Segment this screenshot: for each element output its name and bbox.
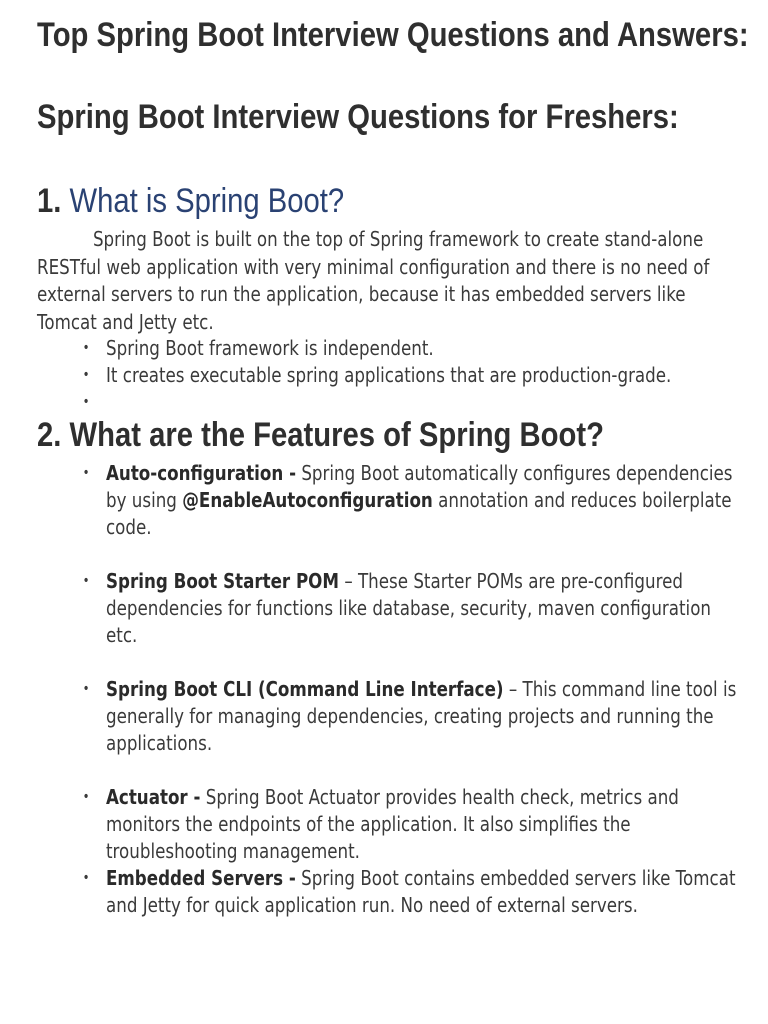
question-1-bullet-list [82,335,766,416]
feature-term: Spring Boot Starter POM [106,569,340,593]
feature-code: @EnableAutoconfiguration [182,488,433,512]
bullet-icon: • [82,367,90,383]
question-1-text: What is Spring Boot? [69,182,345,220]
feature-term: Spring Boot CLI (Command Line Interface) [106,677,504,701]
list-item [82,389,766,416]
feature-term: Embedded Servers - [106,866,296,890]
question-1-answer [37,226,722,336]
bullet-icon: • [82,394,90,410]
feature-item-embedded-servers: • Embedded Servers - Spring Boot contains embedded servers like Tomcat and Jetty for quick application run. No need of external servers. [82,866,736,917]
bullet-icon: • [82,340,90,356]
question-2-heading: 2. What are the Features of Spring Boot? [37,416,604,454]
bullet-icon: • [82,789,90,805]
list-item: • Spring Boot framework is independent. [82,336,434,360]
list-item: • It creates executable spring applications that are production-grade. [82,363,672,387]
bullet-icon: • [82,870,90,886]
feature-term: Auto-configuration - [106,461,297,485]
question-1-number: 1. [37,182,62,220]
feature-item-auto-configuration: • Auto-configuration - Spring Boot automatically configures dependencies by using @EnableAutoconfiguration annotation and reduces boilerplate code. [82,461,733,539]
feature-item-starter-pom: • Spring Boot Starter POM – These Starter POMs are pre-configured dependencies for functions like database, security, maven configuration etc. [82,569,712,647]
question-1-heading [37,182,344,221]
feature-item-cli: • Spring Boot CLI (Command Line Interface) – This command line tool is generally for managing dependencies, creating projects and running the applications. [82,677,737,755]
features-list [82,460,741,919]
section-title-freshers: Spring Boot Interview Questions for Freshers: [37,98,679,136]
page-title: Top Spring Boot Interview Questions and Answers: [37,16,749,54]
bullet-icon: • [82,681,90,697]
question-1-paragraph: Spring Boot is built on the top of Spring framework to create stand-alone RESTful web application with very minimal configuration and there is no need of external servers to run the application, because it has embedded servers like Tomcat and Jetty etc. [37,227,710,334]
feature-item-actuator: • Actuator - Spring Boot Actuator provides health check, metrics and monitors the endpoints of the application. It also simplifies the troubleshooting management. [82,785,679,863]
bullet-icon: • [82,465,90,481]
bullet-icon: • [82,573,90,589]
feature-term: Actuator - [106,785,201,809]
